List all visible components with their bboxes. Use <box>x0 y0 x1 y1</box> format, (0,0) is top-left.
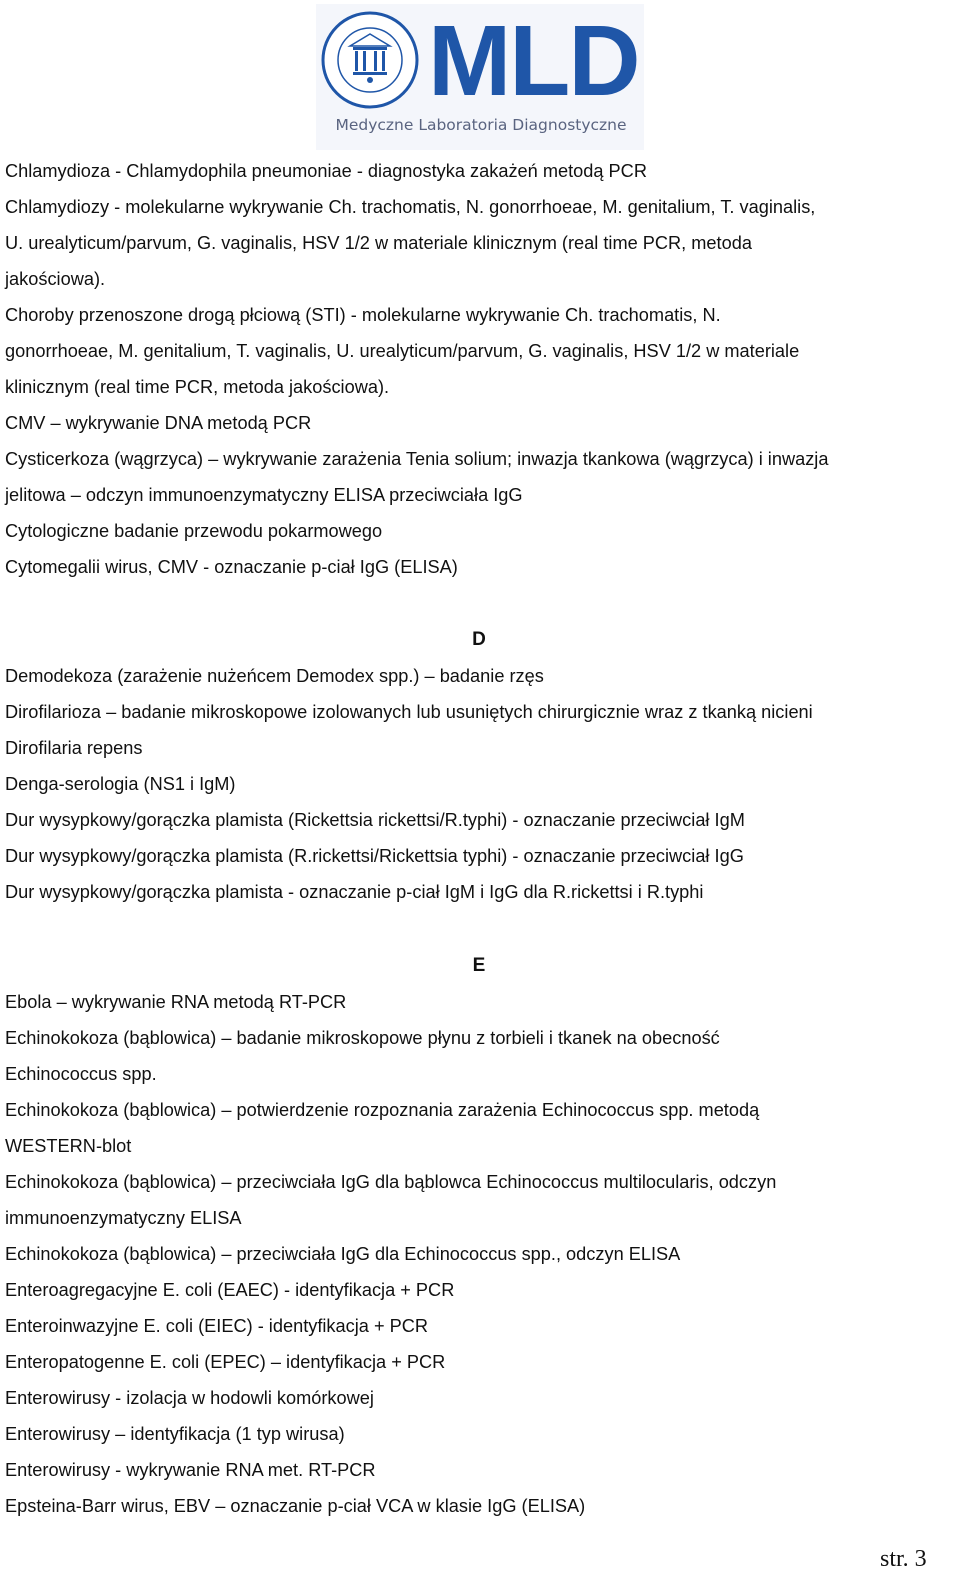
list-item: Denga-serologia (NS1 i IgM) <box>5 774 236 794</box>
list-item: Echinokokoza (bąblowica) – przeciwciała IgG dla Echinococcus spp., odczyn ELISA <box>5 1244 681 1264</box>
list-item: Chlamydioza - Chlamydophila pneumoniae - diagnostyka zakażeń metodą PCR <box>5 161 647 181</box>
list-item: Dur wysypkowy/gorączka plamista (Rickettsia rickettsi/R.typhi) - oznaczanie przeciwciał IgM <box>5 810 745 830</box>
list-item: Choroby przenoszone drogą płciową (STI) - molekularne wykrywanie Ch. trachomatis, N. <box>5 305 721 325</box>
list-item: Echinococcus spp. <box>5 1064 157 1084</box>
list-item: Enteroagregacyjne E. coli (EAEC) - identyfikacja + PCR <box>5 1280 455 1300</box>
section-spacer <box>5 910 950 948</box>
section-heading-d: D <box>472 629 486 650</box>
list-item: Dirofilaria repens <box>5 738 143 758</box>
list-item: klinicznym (real time PCR, metoda jakościowa). <box>5 377 390 397</box>
list-item: jelitowa – odczyn immunoenzymatyczny ELISA przeciwciała IgG <box>5 485 523 505</box>
logo-letters: MLD <box>428 5 639 117</box>
list-item: Epsteina-Barr wirus, EBV – oznaczanie p-ciał VCA w klasie IgG (ELISA) <box>5 1496 586 1516</box>
list-item: Enterowirusy - wykrywanie RNA met. RT-PCR <box>5 1460 376 1480</box>
list-item: Dirofilarioza – badanie mikroskopowe izolowanych lub usuniętych chirurgicznie wraz z tkanką nicieni <box>5 702 813 722</box>
list-item: Cytomegalii wirus, CMV - oznaczanie p-ciał IgG (ELISA) <box>5 557 458 577</box>
list-item: Demodekoza (zarażenie nużeńcem Demodex spp.) – badanie rzęs <box>5 666 544 686</box>
section-heading-e: E <box>472 955 486 976</box>
list-item: Enteropatogenne E. coli (EPEC) – identyfikacja + PCR <box>5 1352 446 1372</box>
list-item: Echinokokoza (bąblowica) – przeciwciała IgG dla bąblowca Echinococcus multilocularis, odczyn <box>5 1172 777 1192</box>
section-spacer <box>5 585 950 622</box>
list-item: U. urealyticum/parvum, G. vaginalis, HSV 1/2 w materiale klinicznym (real time PCR, metoda <box>5 233 752 253</box>
logo-tagline: Medyczne Laboratoria Diagnostyczne <box>335 116 627 134</box>
list-item: Dur wysypkowy/gorączka plamista - oznaczanie p-ciał IgM i IgG dla R.rickettsi i R.typhi <box>5 882 704 902</box>
mld-logo <box>316 4 644 150</box>
list-item: Ebola – wykrywanie RNA metodą RT-PCR <box>5 992 347 1012</box>
list-item: Enteroinwazyjne E. coli (EIEC) - identyfikacja + PCR <box>5 1316 429 1336</box>
list-item: WESTERN-blot <box>5 1136 132 1156</box>
list-item: Cysticerkoza (wągrzyca) – wykrywanie zarażenia Tenia solium; inwazja tkankowa (wągrzyca) i inwazja <box>5 449 829 469</box>
page-number: str. 3 <box>880 1546 927 1572</box>
list-item: CMV – wykrywanie DNA metodą PCR <box>5 413 312 433</box>
list-item: Dur wysypkowy/gorączka plamista (R.rickettsi/Rickettsia typhi) - oznaczanie przeciwciał IgG <box>5 846 744 866</box>
list-item: Enterowirusy – identyfikacja (1 typ wirusa) <box>5 1424 345 1444</box>
test-list <box>5 153 950 1524</box>
list-item: Cytologiczne badanie przewodu pokarmowego <box>5 521 383 541</box>
list-item: gonorrhoeae, M. genitalium, T. vaginalis, U. urealyticum/parvum, G. vaginalis, HSV 1/2 w materiale <box>5 341 800 361</box>
list-item: immunoenzymatyczny ELISA <box>5 1208 242 1228</box>
list-item: jakościowa). <box>5 269 106 289</box>
list-item: Echinokokoza (bąblowica) – badanie mikroskopowe płynu z torbieli i tkanek na obecność <box>5 1028 720 1048</box>
list-item: Enterowirusy - izolacja w hodowli komórkowej <box>5 1388 374 1408</box>
list-item: Chlamydiozy - molekularne wykrywanie Ch. trachomatis, N. gonorrhoeae, M. genitalium, T. vaginalis, <box>5 197 816 217</box>
list-item: Echinokokoza (bąblowica) – potwierdzenie rozpoznania zarażenia Echinococcus spp. metodą <box>5 1100 760 1120</box>
pzh-seal-icon <box>320 10 420 114</box>
